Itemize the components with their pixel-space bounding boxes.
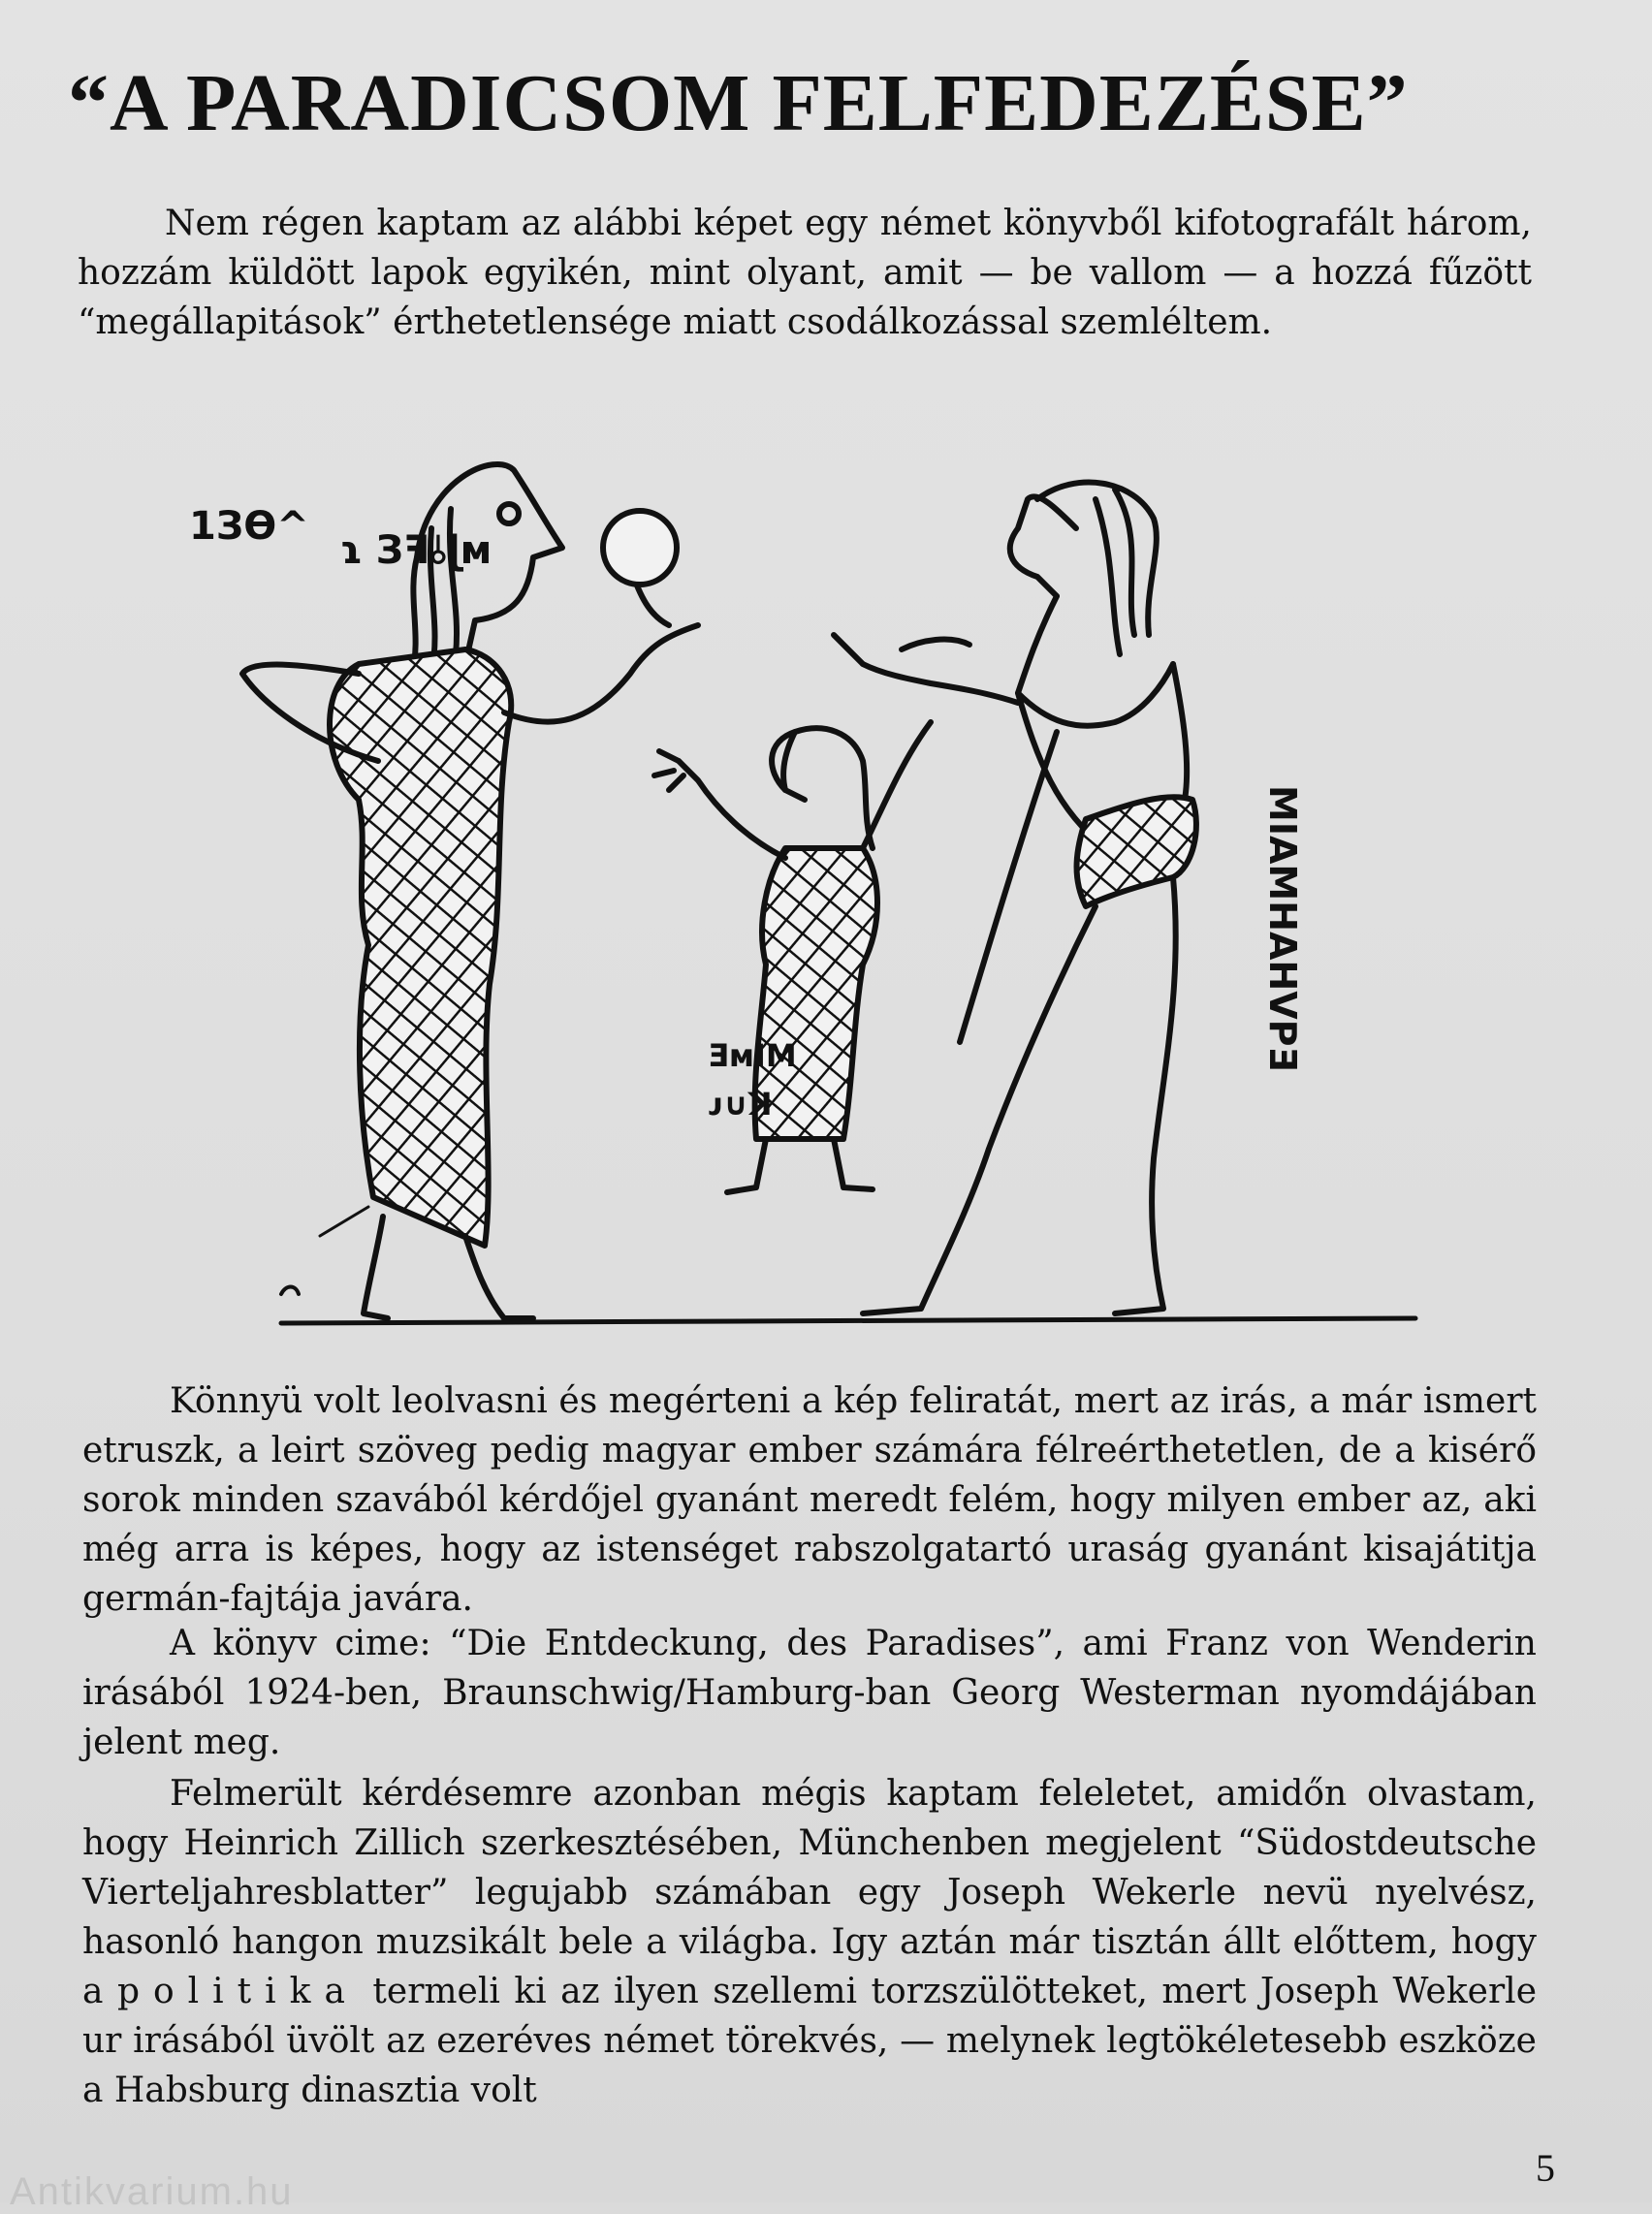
paragraph-3-text-b: termeli ki az ilyen szellemi torzszülötteket, mert Joseph Wekerle ur irásából üvölt az ezeréves német törekvés, — melynek legtökéletesebb eszköze a Habsburg dinasztia volt	[82, 1972, 1537, 2110]
inscription-child-a: ƎᴍIM	[708, 1037, 797, 1074]
right-figure-head	[1010, 496, 1076, 596]
child-dress	[755, 848, 877, 1139]
intro-text: Nem régen kaptam az alábbi képet egy német könyvből kifotografált három, hozzám küldött lapok egyikén, mint olyant, amit — be vallom — a hozzá fűzött “megállapitások” érthetetlensége miatt csodálkozással szemléltem.	[78, 204, 1532, 342]
etruscan-illustration	[184, 441, 1445, 1333]
inscription-top-left-a: 1ЗƟ^	[189, 504, 309, 549]
page-title: “A PARADICSOM FELFEDEZÉSE”	[68, 58, 1409, 148]
apple-ball	[603, 511, 677, 585]
inscription-right-vertical: MIAMHAHVPƎ	[1261, 785, 1304, 1072]
paragraph-2	[82, 1619, 1537, 1767]
page-number: 5	[1536, 2146, 1555, 2190]
left-figure-dress	[330, 649, 511, 1246]
right-figure-loincloth	[1077, 797, 1196, 906]
spaced-word: politika	[116, 1972, 359, 2011]
paragraph-3-text-a: Felmerült kérdésemre azonban mégis kaptam feleletet, amidőn olvastam, hogy Heinrich Zillich szerkesztésében, Münchenben megjelent “Südostdeutsche Vierteljahresblatter” legujabb számában egy Joseph Wekerle nevü nyelvész, hasonló hangon muzsikált bele a világba. Igy aztán már tisztán állt előttem, hogy a	[82, 1774, 1537, 2011]
inscription-top-left-b: ɿ Зꟻ⫰ɭᴍ	[339, 528, 492, 573]
watermark: Antikvarium.hu	[10, 2170, 294, 2213]
paragraph-2-text: A könyv cime: “Die Entdeckung, des Paradises”, ami Franz von Wenderin irásából 1924-ben, Braunschwig/Hamburg-ban Georg Westerman nyomdájában jelent meg.	[82, 1624, 1537, 1762]
paragraph-3	[82, 1769, 1537, 2115]
inscription-child-b: ᴊ∪ꓘ	[708, 1086, 773, 1123]
paragraph-1	[82, 1376, 1537, 1624]
intro-paragraph	[78, 199, 1532, 347]
paragraph-1-text: Könnyü volt leolvasni és megérteni a kép feliratát, mert az irás, a már ismert etruszk, a leirt szöveg pedig magyar ember számára félreérthetetlen, de a kisérő sorok minden szavából kérdőjel gyanánt meredt felém, hogy milyen ember az, aki még arra is képes, hogy az istenséget rabszolgatartó uraság gyanánt kisajátitja germán-fajtája javára.	[82, 1381, 1537, 1619]
